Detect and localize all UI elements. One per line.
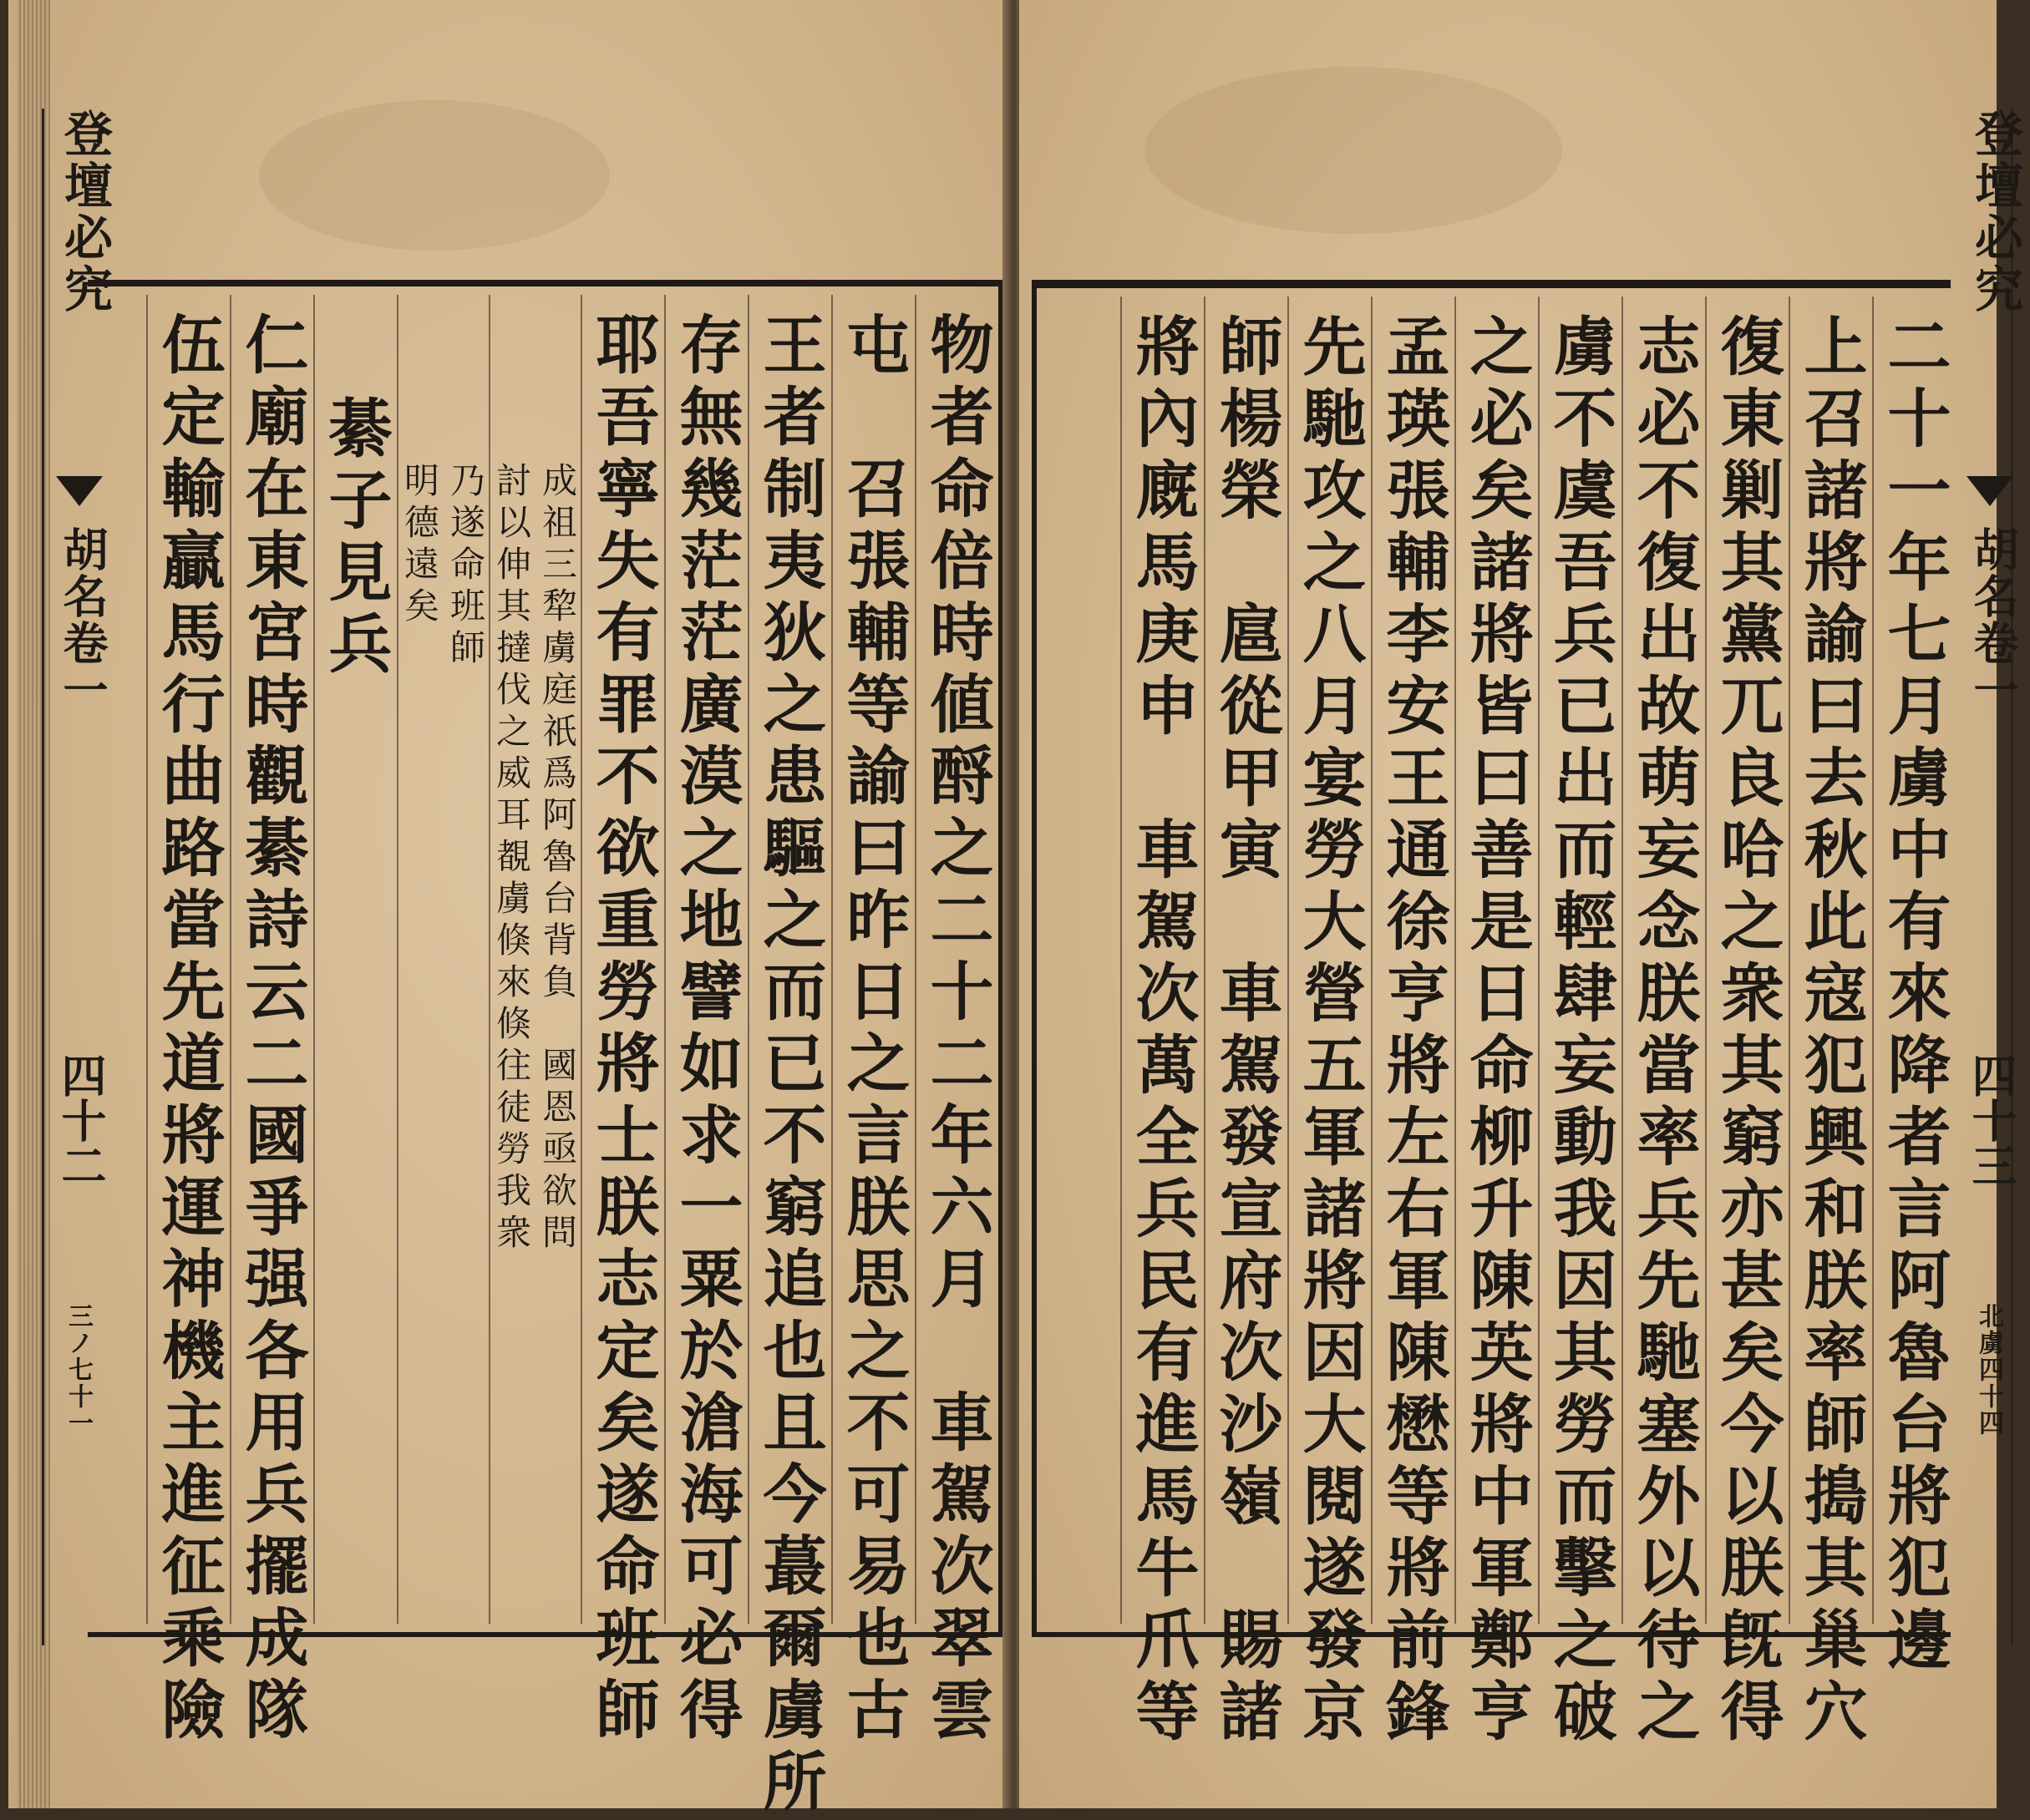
text-column: 物者命倍時値酹之二十二年六月 車駕次翠雲	[915, 295, 998, 1624]
commentary-line: 明德遠矣	[399, 462, 440, 629]
paper-stain	[1144, 67, 1562, 234]
fishtail-mark-icon	[1967, 476, 2013, 506]
left-text-columns	[104, 295, 998, 1820]
text-column: 志必不復出故萌妄念朕當率兵先馳塞外以待之	[1621, 297, 1705, 1624]
text-column: 王者制夷狄之患驅之而已不窮追也且今蕞爾虜所	[748, 295, 831, 1624]
text-column: 伍定輸贏馬行曲路當先道將運神機主進征乘險	[146, 295, 230, 1624]
banxin-note: 三ノ七十一	[63, 1303, 93, 1437]
text-column: 之必矣諸將皆曰善是日命柳升陳英將中軍鄭亨	[1454, 297, 1538, 1624]
right-banxin	[1955, 109, 2023, 1645]
left-text-frame	[88, 280, 1002, 1820]
commentary-line: 成祖三犂虜庭祇爲阿魯台背負 國恩亟欲問	[537, 462, 578, 1255]
paper-stain	[259, 100, 610, 251]
right-page	[1019, 0, 2023, 1808]
commentary-line: 乃遂命班師	[445, 462, 486, 671]
commentary-column	[489, 295, 581, 1624]
text-column: 將內廐馬庚申 車駕次萬全兵民有進馬牛爪等	[1120, 297, 1204, 1624]
commentary-line: 討以伸其撻伐之威耳覩虜倏來倏往徒勞我衆	[491, 462, 532, 1255]
text-column: 師楊榮 扈從甲寅 車駕發宣府次沙嶺 賜諸	[1204, 297, 1287, 1624]
text-column: 仁廟在東宮時觀綦詩云二國爭强各用兵擺成隊	[230, 295, 313, 1624]
banxin-juan: 胡名卷一	[1967, 526, 2020, 713]
commentary-column	[397, 295, 489, 1624]
text-column: 二十一年七月虜中有來降者言阿魯台將犯邊	[1872, 297, 1956, 1624]
right-text-frame	[1032, 280, 1951, 1750]
text-column: 孟瑛張輔李安王通徐亨將左右軍陳懋等將前鋒	[1371, 297, 1454, 1624]
right-text-columns	[1042, 297, 1956, 1750]
banxin-note: 北虜四十四	[1974, 1303, 2003, 1437]
text-column: 先馳攻之八月宴勞大營五軍諸將因大閱遂發京	[1287, 297, 1371, 1624]
text-column: 上召諸將諭曰去秋此寇犯興和朕率師搗其巢穴	[1789, 297, 1872, 1624]
section-heading: 綦子見兵	[313, 295, 397, 1624]
banxin-title: 登壇必究	[56, 109, 113, 316]
text-column: 虜不虞吾兵已出而輕肆妄動我因其勞而擊之破	[1538, 297, 1621, 1624]
left-page	[8, 0, 1011, 1820]
banxin-title: 登壇必究	[1967, 109, 2023, 316]
banxin-leaf-number: 四十三	[1965, 1052, 2018, 1188]
text-column: 存無幾茫茫廣漠之地譬如求一粟於滄海可必得	[664, 295, 748, 1624]
banxin-leaf-number: 四十二	[54, 1052, 108, 1188]
text-column: 復東剿其黨兀良哈之衆其窮亦甚矣今以朕旣得	[1705, 297, 1789, 1624]
text-column: 屯 召張輔等諭曰昨日之言朕思之不可易也古	[831, 295, 915, 1624]
banxin-juan: 胡名卷一	[56, 526, 109, 713]
text-column: 耶吾寧失有罪不欲重勞將士朕志定矣遂命班師	[581, 295, 664, 1624]
